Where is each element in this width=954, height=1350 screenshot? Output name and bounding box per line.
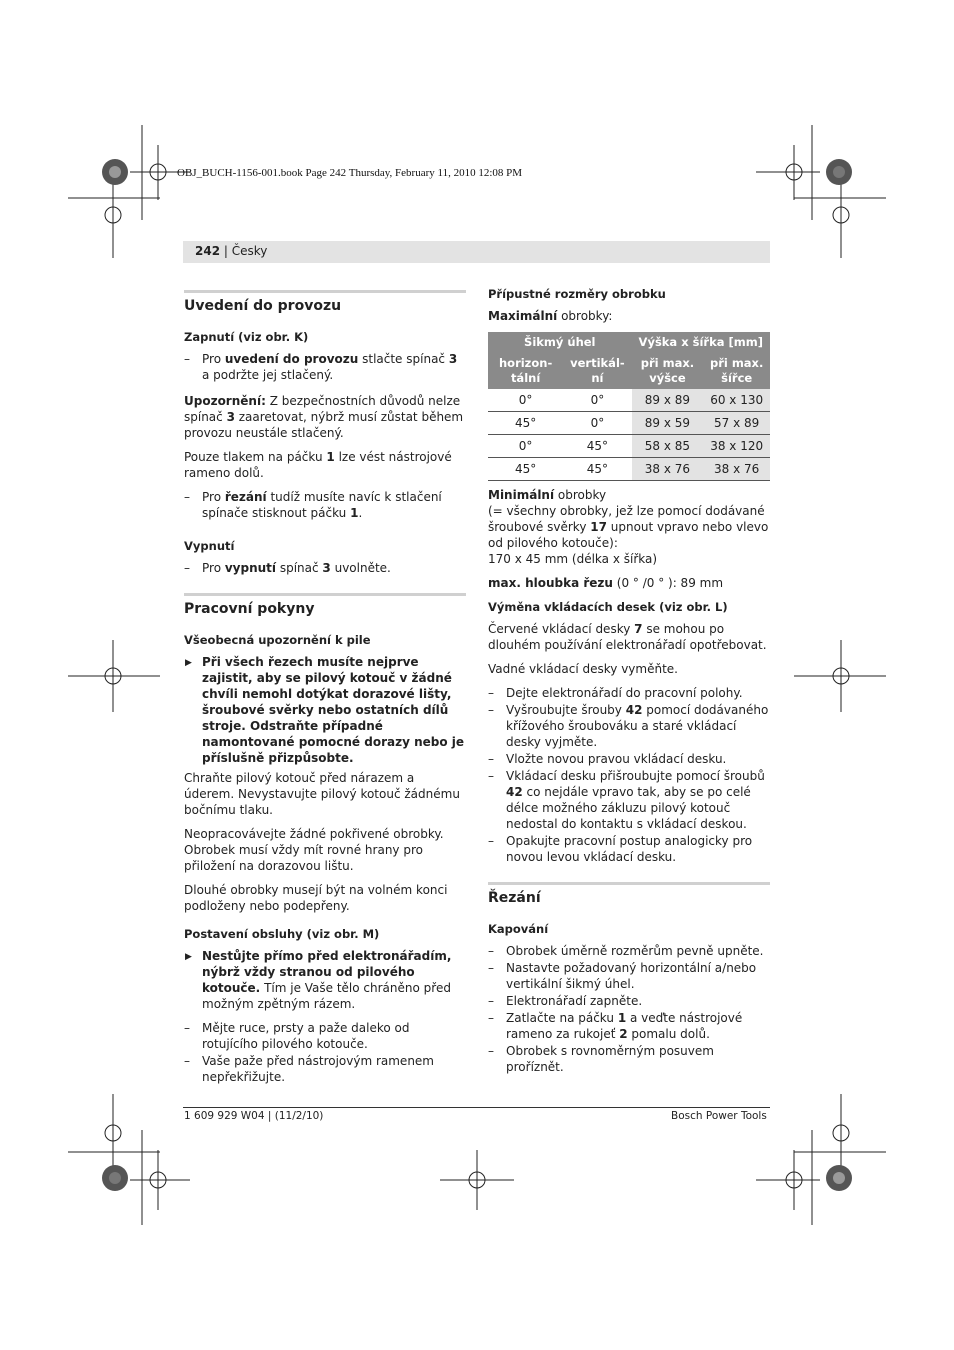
paragraph: Neopracovávejte žádné pokřivené obrobky. Obrobek musí vždy mít rovné hrany pro přiložení na dorazovou lištu. bbox=[184, 827, 444, 873]
list-item: – Vyšroubujte šrouby 42 pomocí dodávaného křížového šroubováku a staré vkládací desky vyjměte. bbox=[488, 702, 770, 750]
section-title-cutting: Řezání bbox=[488, 882, 770, 907]
list-item: – Opakujte pracovní postup analogicky pro novou levou vkládací desku. bbox=[488, 833, 770, 865]
dimensions-table bbox=[488, 332, 770, 481]
table-row: 0° 0° 89 x 89 60 x 130 bbox=[488, 389, 770, 412]
left-column bbox=[184, 290, 466, 1086]
warning-paragraph: Upozornění: Z bezpečnostních důvodů nelze spínač 3 zaaretovat, nýbrž musí zůstat během provozu neustále stlačený. bbox=[184, 394, 464, 440]
page-header bbox=[183, 241, 770, 263]
list-item: – Nastavte požadovaný horizontální a/nebo vertikální šikmý úhel. bbox=[488, 960, 770, 992]
section-title-work-instructions: Pracovní pokyny bbox=[184, 593, 466, 618]
paragraph: Minimální obrobky bbox=[488, 488, 607, 502]
list-item: – Pro uvedení do provozu stlačte spínač 3 a podržte jej stlačený. bbox=[184, 351, 466, 383]
table-header: Výška x šířka [mm] bbox=[632, 332, 770, 353]
list-item: – Mějte ruce, prsty a paže daleko od rotujícího pilového kotouče. bbox=[184, 1020, 466, 1052]
footer-divider bbox=[183, 1107, 770, 1108]
print-info-line: OBJ_BUCH-1156-001.book Page 242 Thursday, February 11, 2010 12:08 PM bbox=[177, 167, 523, 179]
warning-item: ▶ Při všech řezech musíte nejprve zajistit, aby se pilový kotouč v žádné chvíli nemohl dotýkat dorazové lišty, šroubové svěrky nebo ostatních dílů stroje. Odstraňte případné namontované pomocné dorazy nebo je příslušně přizpůsobte. bbox=[184, 654, 466, 766]
subheading-dimensions: Přípustné rozměry obrobku bbox=[488, 287, 666, 301]
table-header: při max. šířce bbox=[703, 353, 770, 389]
header-separator: | bbox=[220, 244, 232, 258]
table-header: při max. výšce bbox=[632, 353, 704, 389]
list-item: – Vkládací desku přišroubujte pomocí šroubů 42 co nejdále vpravo tak, aby se po celé délce možného zákluzu pilový kotouč nedostal do kontaktu s vkládací deskou. bbox=[488, 768, 770, 832]
table-header: vertikál-ní bbox=[563, 353, 631, 389]
warning-item: ▶ Nestůjte přímo před elektronářadím, nýbrž vždy stranou od pilového kotouče. Tím je Vaše tělo chráněno před možným zpětným rázem. bbox=[184, 948, 466, 1012]
list-item: – Vložte novou pravou vkládací desku. bbox=[488, 751, 770, 767]
paragraph: Červené vkládací desky 7 se mohou po dlouhém používání elektronářadí opotřebovat. bbox=[488, 622, 767, 652]
page-number: 242 bbox=[195, 244, 221, 258]
page-header-text bbox=[195, 244, 267, 258]
subheading-switch-off: Vypnutí bbox=[184, 539, 235, 553]
table-header: horizon-tální bbox=[488, 353, 563, 389]
footer-brand: Bosch Power Tools bbox=[671, 1110, 767, 1122]
section-title-startup: Uvedení do provozu bbox=[184, 290, 466, 315]
header-language: Česky bbox=[231, 244, 268, 258]
table-header: Šikmý úhel bbox=[488, 332, 632, 353]
paragraph: max. hloubka řezu (0 ° /0 ° ): 89 mm bbox=[488, 576, 724, 590]
table-row: 45° 45° 38 x 76 38 x 76 bbox=[488, 458, 770, 481]
right-column bbox=[488, 286, 770, 1076]
table-row: 0° 45° 58 x 85 38 x 120 bbox=[488, 435, 770, 458]
list-item: – Pro vypnutí spínač 3 uvolněte. bbox=[184, 560, 466, 576]
subheading-cross-cutting: Kapování bbox=[488, 922, 549, 936]
subheading-general-warnings: Všeobecná upozornění k pile bbox=[184, 633, 371, 647]
subheading-switch-on: Zapnutí (viz obr. K) bbox=[184, 330, 309, 344]
list-item: – Obrobek s rovnoměrným posuvem proříznět. bbox=[488, 1043, 770, 1075]
list-item: – Zatlačte na páčku 1 a veďte nástrojové rameno za rukojeť 2 pomalu dolů. bbox=[488, 1010, 770, 1042]
paragraph: Vadné vkládací desky vyměňte. bbox=[488, 662, 678, 676]
list-item: – Elektronářadí zapněte. bbox=[488, 993, 770, 1009]
subheading-insert-plates: Výměna vkládacích desek (viz obr. L) bbox=[488, 600, 728, 614]
paragraph: Dlouhé obrobky musejí být na volném konci podloženy nebo podepřeny. bbox=[184, 883, 448, 913]
paragraph: (= všechny obrobky, jež lze pomocí dodávané šroubové svěrky 17 upnout vpravo nebo vlevo od pilového kotouče): bbox=[488, 504, 769, 550]
list-item: – Pro řezání tudíž musíte navíc k stlačení spínače stisknout páčku 1. bbox=[184, 489, 466, 521]
paragraph: Chraňte pilový kotouč před nárazem a úderem. Nevystavujte pilový kotouč žádnému bočnímu tlaku. bbox=[184, 771, 460, 817]
list-item: – Vaše paže před nástrojovým ramenem nepřekřižujte. bbox=[184, 1053, 466, 1085]
subheading-operator-position: Postavení obsluhy (viz obr. M) bbox=[184, 927, 380, 941]
list-item: – Dejte elektronářadí do pracovní polohy. bbox=[488, 685, 770, 701]
paragraph: Pouze tlakem na páčku 1 lze vést nástrojové rameno dolů. bbox=[184, 450, 452, 480]
footer-code: 1 609 929 W04 | (11/2/10) bbox=[184, 1110, 324, 1122]
list-item: – Obrobek úměrně rozměrům pevně upněte. bbox=[488, 943, 770, 959]
table-row: 45° 0° 89 x 59 57 x 89 bbox=[488, 412, 770, 435]
paragraph: Maximální obrobky: bbox=[488, 309, 613, 323]
paragraph: 170 x 45 mm (délka x šířka) bbox=[488, 552, 658, 566]
